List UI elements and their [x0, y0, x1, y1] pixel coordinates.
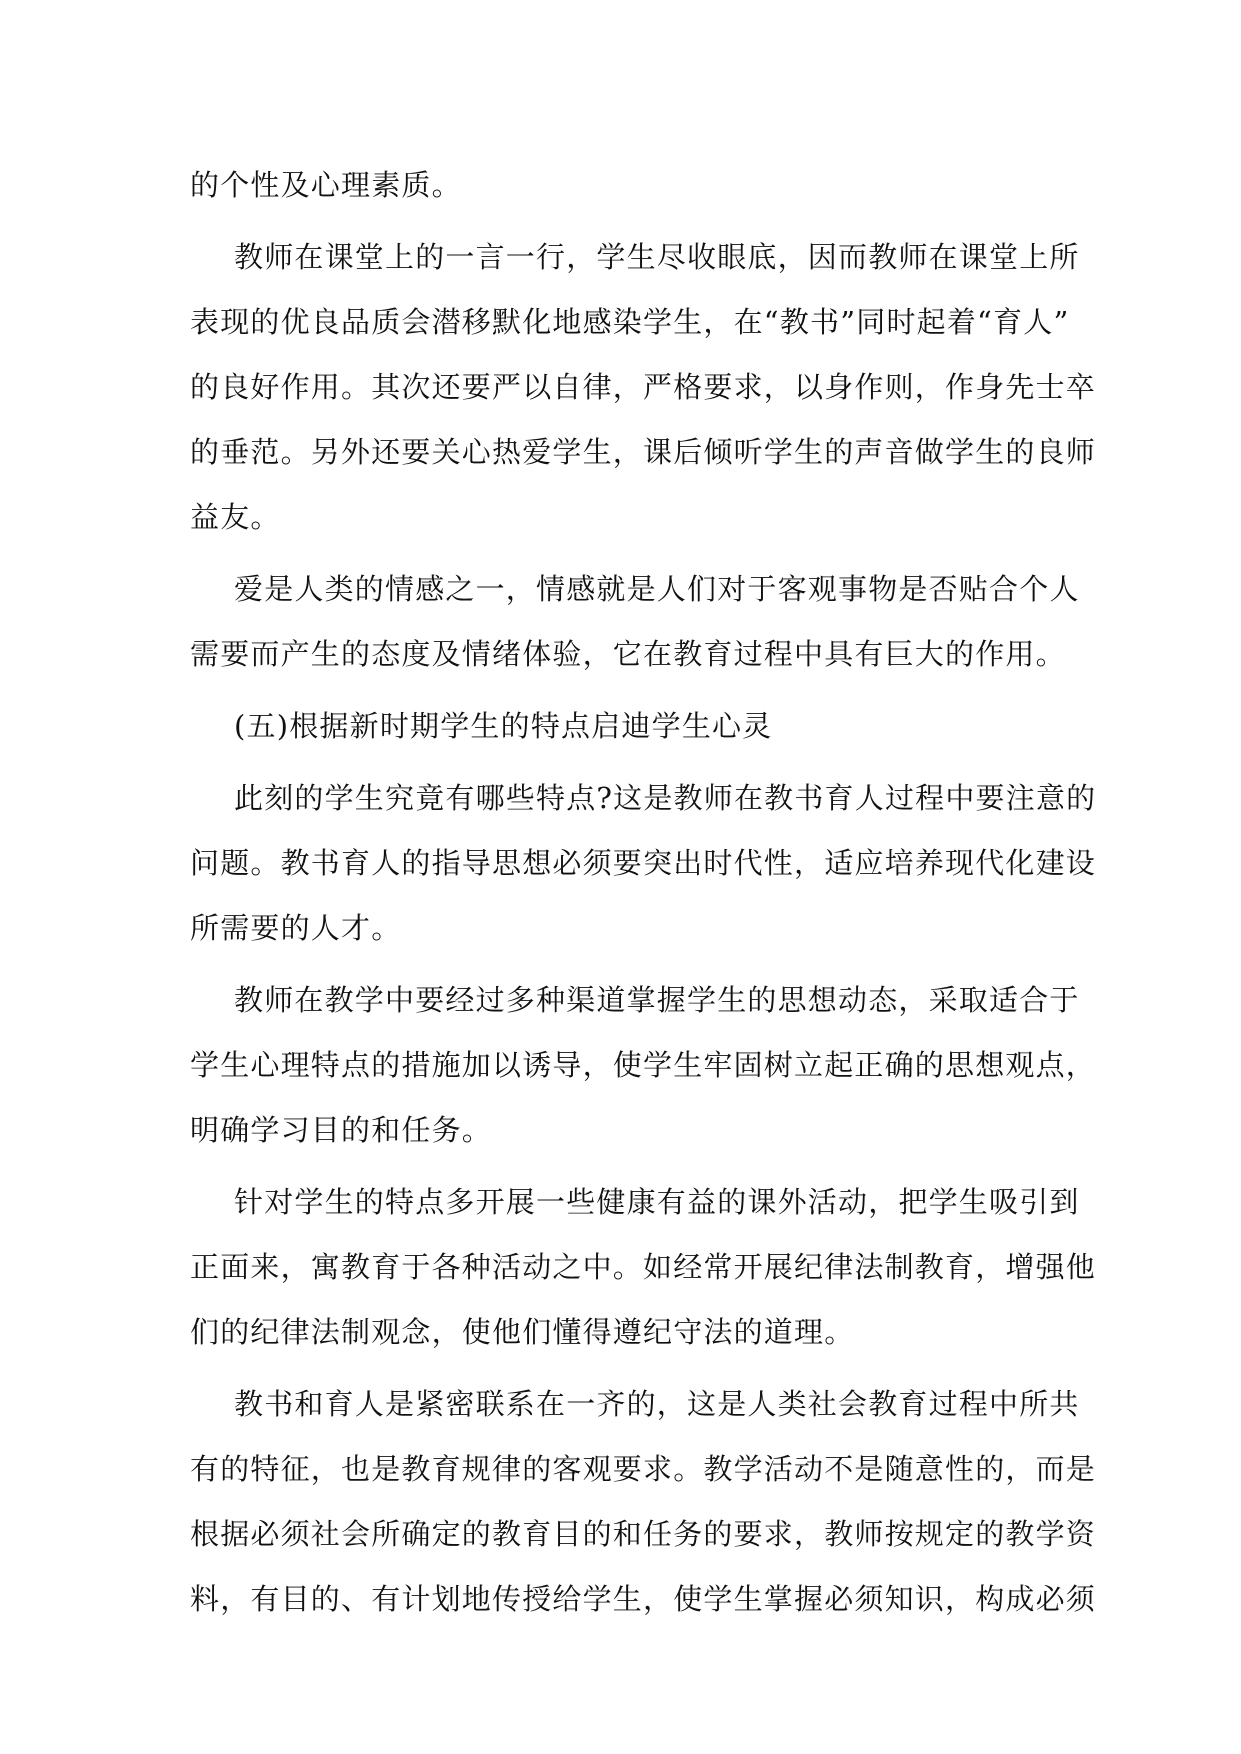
text-line: 教书和育人是紧密联系在一齐的，这是人类社会教育过程中所共 — [234, 1387, 1080, 1421]
paragraph-6 — [190, 1170, 1097, 1365]
text-line: 需要而产生的态度及情绪体验，它在教育过程中具有巨大的作用。 — [190, 637, 1066, 671]
heading-text: (五)根据新时期学生的特点启迪学生心灵 — [234, 709, 773, 743]
paragraph-1 — [190, 153, 1060, 218]
paragraph-5 — [190, 968, 1097, 1163]
text-line: 教师在课堂上的一言一行，学生尽收眼底，因而教师在课堂上所 — [234, 240, 1080, 274]
text-line: 的良好作用。其次还要严以自律，严格要求，以身作则，作身先士卒 — [190, 370, 1097, 404]
body-text — [190, 153, 1097, 1639]
text-line: 明确学习目的和任务。 — [190, 1113, 493, 1147]
text-line: 有的特征，也是教育规律的客观要求。教学活动不是随意性的，而是 — [190, 1452, 1097, 1486]
text-line: 的垂范。另外还要关心热爱学生，课后倾听学生的声音做学生的良师 — [190, 435, 1097, 469]
text-line: 根据必须社会所确定的教育目的和任务的要求，教师按规定的教学资 — [190, 1517, 1097, 1551]
text-line: 益友。 — [190, 500, 281, 534]
text-line: 学生心理特点的措施加以诱导，使学生牢固树立起正确的思想观点， — [190, 1048, 1097, 1082]
text-line: 教师在教学中要经过多种渠道掌握学生的思想动态，采取适合于 — [234, 983, 1080, 1017]
text-line: 针对学生的特点多开展一些健康有益的课外活动，把学生吸引到 — [234, 1185, 1080, 1219]
text-line: 爱是人类的情感之一，情感就是人们对于客观事物是否贴合个人 — [234, 572, 1080, 606]
paragraph-3 — [190, 557, 1080, 687]
text-line: 表现的优良品质会潜移默化地感染学生，在“教书”同时起着“育人” — [190, 305, 1070, 339]
text-line: 此刻的学生究竟有哪些特点?这是教师在教书育人过程中要注意的 — [234, 781, 1097, 815]
text-line: 们的纪律法制观念，使他们懂得遵纪守法的道理。 — [190, 1315, 855, 1349]
paragraph-4 — [190, 766, 1097, 961]
paragraph-2 — [190, 225, 1097, 550]
text-line: 料，有目的、有计划地传授给学生，使学生掌握必须知识，构成必须 — [190, 1582, 1097, 1616]
text-line: 的个性及心理素质。 — [190, 168, 462, 202]
text-line: 所需要的人才。 — [190, 911, 402, 945]
text-line: 正面来，寓教育于各种活动之中。如经常开展纪律法制教育，增强他 — [190, 1250, 1097, 1284]
text-line: 问题。教书育人的指导思想必须要突出时代性，适应培养现代化建设 — [190, 846, 1097, 880]
section-heading — [190, 694, 1060, 759]
paragraph-7 — [190, 1372, 1097, 1632]
